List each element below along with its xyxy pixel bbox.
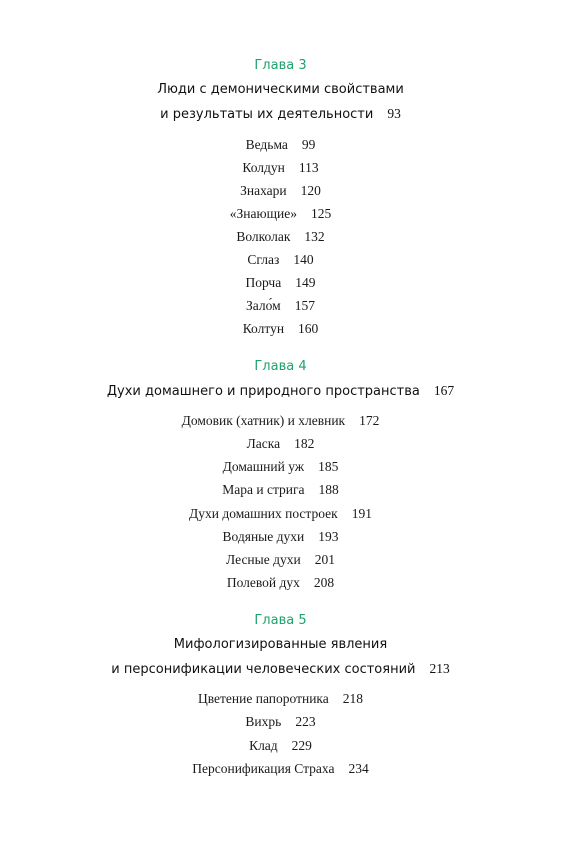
entry-title: Ласка: [246, 436, 281, 451]
entry-title: Вихрь: [245, 714, 282, 729]
toc-entry: [0, 459, 561, 475]
chapter-3-title-line-1: [0, 82, 561, 97]
entry-title: Сглаз: [247, 252, 280, 267]
chapter-3-label: Глава 3: [254, 58, 307, 73]
entry-page-number: 191: [351, 506, 372, 521]
chapter-4-title-line-1: [0, 383, 561, 399]
chapter-page-number: 93: [387, 106, 401, 121]
chapter-3-title-line-2: [0, 106, 561, 122]
entry-page-number: 132: [304, 229, 325, 244]
entry-title: Зало́м: [246, 298, 281, 313]
entry-page-number: 229: [291, 738, 312, 753]
entry-title: Домашний уж: [222, 459, 305, 474]
entry-title: Цветение папоротника: [197, 691, 329, 706]
entry-page-number: 188: [318, 482, 339, 497]
chapter-5-title-line-2: [0, 661, 561, 677]
entry-page-number: 185: [318, 459, 339, 474]
toc-entry: [0, 691, 561, 707]
entry-page-number: 120: [300, 183, 321, 198]
entry-page-number: 157: [294, 298, 315, 313]
chapter-title-text: Мифологизированные явления: [173, 637, 388, 652]
chapter-5-label: Глава 5: [254, 613, 307, 628]
entry-page-number: 223: [295, 714, 316, 729]
entry-page-number: 160: [298, 321, 319, 336]
entry-page-number: 208: [313, 575, 335, 590]
entry-page-number: 125: [310, 206, 332, 221]
entry-title: Персонификация Страха: [192, 761, 335, 776]
entry-page-number: 149: [295, 275, 316, 290]
entry-title: Мара и стрига: [222, 482, 305, 497]
entry-title: Волколак: [236, 229, 291, 244]
entry-title: «Знающие»: [229, 206, 297, 221]
toc-entry: [0, 160, 561, 176]
toc-entry: [0, 252, 561, 268]
toc-entry: [0, 575, 561, 591]
entry-title: Порча: [245, 275, 282, 290]
entry-title: Лесные духи: [226, 552, 301, 567]
chapter-title-text: Духи домашнего и природного пространства: [106, 384, 420, 399]
toc-entry: [0, 714, 561, 730]
toc-entry: [0, 321, 561, 337]
toc-entry: [0, 183, 561, 199]
chapter-page-number: 167: [433, 383, 455, 398]
toc-entry: [0, 137, 561, 153]
toc-entry: [0, 738, 561, 754]
entry-title: Знахари: [240, 183, 287, 198]
entry-title: Водяные духи: [222, 529, 305, 544]
entry-page-number: 182: [294, 436, 315, 451]
entry-title: Клад: [249, 738, 278, 753]
entry-page-number: 172: [359, 413, 380, 428]
entry-title: Домовик (хатник) и хлевник: [181, 413, 346, 428]
entry-page-number: 201: [314, 552, 335, 567]
entry-title: Ведьма: [245, 137, 288, 152]
entry-page-number: 99: [301, 137, 316, 152]
chapter-title-text: и результаты их деятельности: [160, 107, 374, 122]
toc-entry: [0, 761, 561, 777]
toc-entry: [0, 529, 561, 545]
toc-entry: [0, 206, 561, 222]
toc-entry: [0, 482, 561, 498]
entry-page-number: 140: [293, 252, 314, 267]
toc-entry: [0, 275, 561, 291]
chapter-title-text: и персонификации человеческих состояний: [111, 662, 416, 677]
entry-title: Колдун: [242, 160, 285, 175]
toc-entry: [0, 229, 561, 245]
toc-entry: [0, 298, 561, 314]
chapter-4-label: Глава 4: [254, 359, 307, 374]
chapter-page-number: 213: [429, 661, 450, 676]
chapter-title-text: Люди с демоническими свойствами: [157, 82, 404, 97]
toc-entry: [0, 436, 561, 452]
toc-entry: [0, 413, 561, 429]
entry-page-number: 113: [298, 160, 319, 175]
entry-title: Полевой дух: [226, 575, 300, 590]
toc-entry: [0, 552, 561, 568]
entry-page-number: 193: [318, 529, 339, 544]
entry-page-number: 218: [342, 691, 364, 706]
chapter-5-title-line-1: [0, 637, 561, 652]
toc-entry: [0, 506, 561, 522]
entry-title: Духи домашних построек: [189, 506, 338, 521]
entry-title: Колтун: [242, 321, 285, 336]
entry-page-number: 234: [348, 761, 369, 776]
